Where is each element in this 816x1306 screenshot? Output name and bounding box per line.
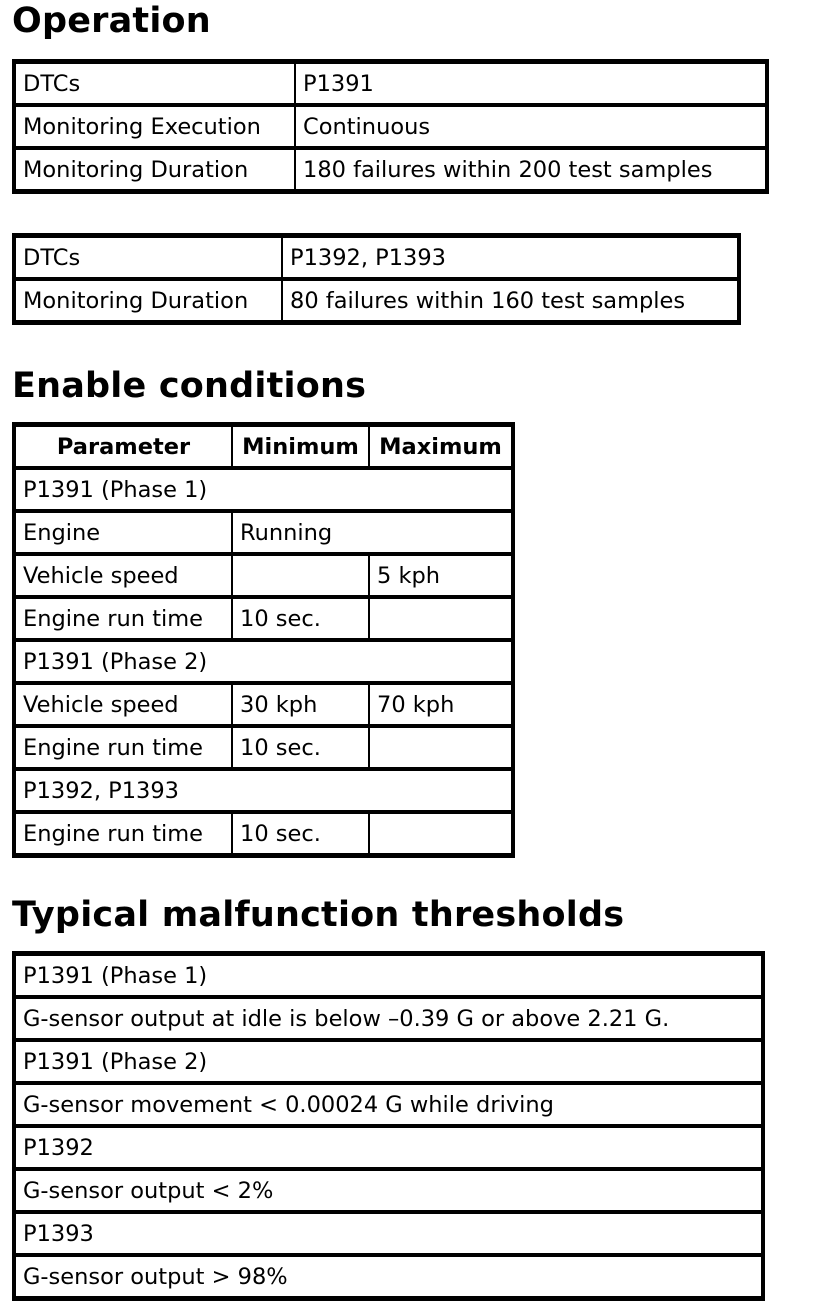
table-cell-parameter: Engine run time — [15, 812, 232, 855]
table-cell-maximum — [369, 597, 512, 640]
table-cell-parameter: Vehicle speed — [15, 554, 232, 597]
table-cell-key: DTCs — [15, 62, 295, 105]
table-cell-minimum: 10 sec. — [232, 726, 369, 769]
table-row — [15, 769, 512, 812]
table-cell-maximum — [369, 726, 512, 769]
table-row — [15, 812, 512, 855]
table-cell-parameter: Engine run time — [15, 597, 232, 640]
table-row — [15, 1126, 762, 1169]
malfunction-thresholds-table — [12, 951, 765, 1301]
table-row — [15, 997, 762, 1040]
table-row — [15, 1212, 762, 1255]
group-label-p1392-p1393: P1392, P1393 — [15, 769, 512, 812]
table-cell-key: Monitoring Duration — [15, 148, 295, 191]
operation-table-p1391 — [12, 59, 769, 194]
threshold-cell: P1391 (Phase 1) — [15, 954, 762, 997]
table-row — [15, 1083, 762, 1126]
table-cell-value: P1391 — [295, 62, 766, 105]
table-row — [15, 1169, 762, 1212]
table-cell-minimum: 10 sec. — [232, 812, 369, 855]
threshold-cell: P1392 — [15, 1126, 762, 1169]
table-cell-maximum: 70 kph — [369, 683, 512, 726]
column-header-parameter: Parameter — [15, 425, 232, 468]
table-row — [15, 236, 738, 279]
enable-conditions-table — [12, 422, 515, 858]
table-row — [15, 511, 512, 554]
table-row — [15, 105, 766, 148]
table-row — [15, 683, 512, 726]
table-row — [15, 148, 766, 191]
table-row — [15, 554, 512, 597]
table-row — [15, 640, 512, 683]
group-label-p1391-phase1: P1391 (Phase 1) — [15, 468, 512, 511]
table-row — [15, 1040, 762, 1083]
table-row — [15, 468, 512, 511]
table-cell-key: Monitoring Duration — [15, 279, 282, 322]
table-cell-value: P1392, P1393 — [282, 236, 738, 279]
table-row — [15, 726, 512, 769]
operation-table-p1392-p1393 — [12, 233, 741, 325]
section-heading-operation: Operation — [12, 1, 211, 41]
threshold-cell: G-sensor output < 2% — [15, 1169, 762, 1212]
threshold-cell: P1393 — [15, 1212, 762, 1255]
table-header-row — [15, 425, 512, 468]
threshold-cell: G-sensor movement < 0.00024 G while driving — [15, 1083, 762, 1126]
column-header-maximum: Maximum — [369, 425, 512, 468]
table-cell-value: 180 failures within 200 test samples — [295, 148, 766, 191]
table-cell-maximum — [369, 812, 512, 855]
table-row — [15, 1255, 762, 1298]
table-cell-maximum: 5 kph — [369, 554, 512, 597]
table-cell-value: 80 failures within 160 test samples — [282, 279, 738, 322]
table-row — [15, 62, 766, 105]
table-cell-value: Continuous — [295, 105, 766, 148]
table-cell-key: Monitoring Execution — [15, 105, 295, 148]
column-header-minimum: Minimum — [232, 425, 369, 468]
table-row — [15, 954, 762, 997]
section-heading-thresholds: Typical malfunction thresholds — [12, 895, 625, 935]
threshold-cell: P1391 (Phase 2) — [15, 1040, 762, 1083]
threshold-cell: G-sensor output > 98% — [15, 1255, 762, 1298]
table-cell-parameter: Vehicle speed — [15, 683, 232, 726]
section-heading-enable-conditions: Enable conditions — [12, 366, 367, 406]
table-cell-minimum: 10 sec. — [232, 597, 369, 640]
table-cell-parameter: Engine run time — [15, 726, 232, 769]
table-cell-minimum: 30 kph — [232, 683, 369, 726]
table-cell-key: DTCs — [15, 236, 282, 279]
threshold-cell: G-sensor output at idle is below –0.39 G or above 2.21 G. — [15, 997, 762, 1040]
table-row — [15, 279, 738, 322]
table-cell-parameter: Engine — [15, 511, 232, 554]
group-label-p1391-phase2: P1391 (Phase 2) — [15, 640, 512, 683]
table-cell-value: Running — [232, 511, 512, 554]
table-row — [15, 597, 512, 640]
table-cell-minimum — [232, 554, 369, 597]
